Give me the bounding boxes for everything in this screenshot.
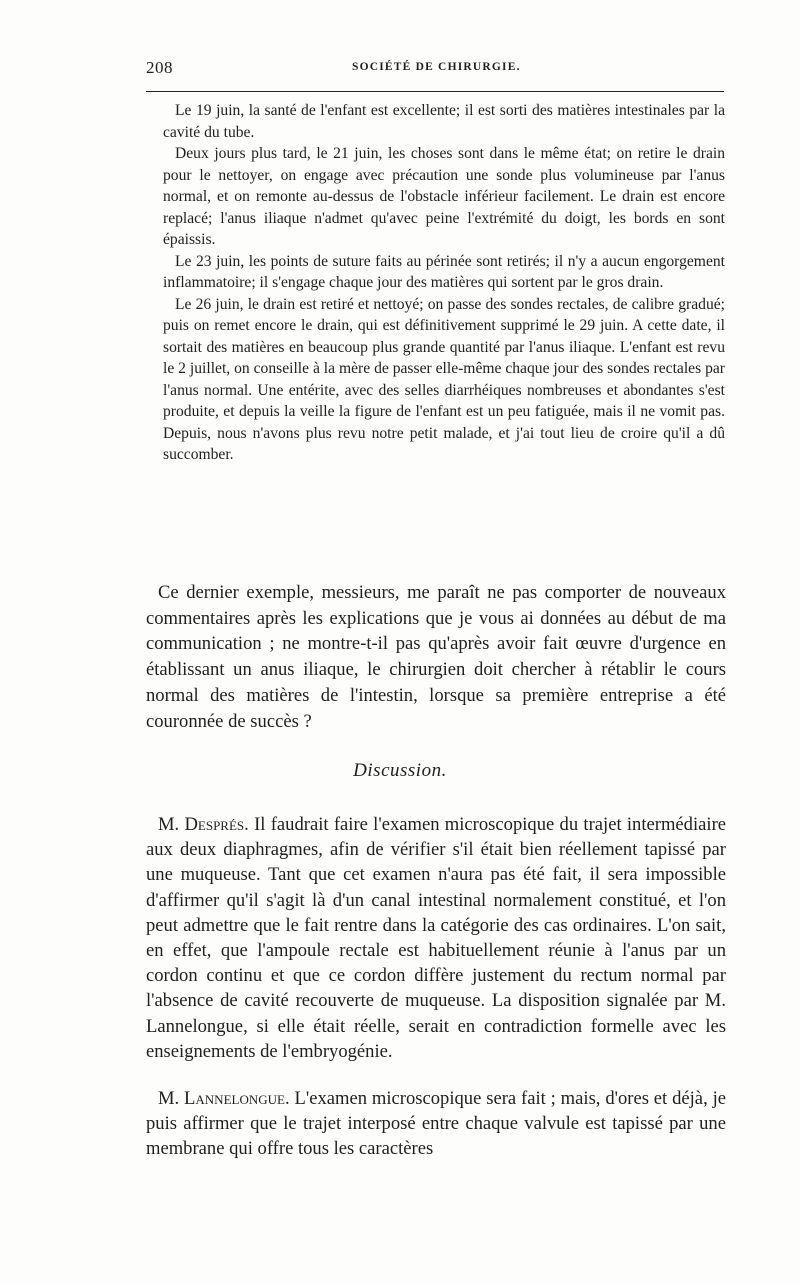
case-report-paragraph: Le 19 juin, la santé de l'enfant est excellente; il est sorti des matières intestinales par la cavité du tube. bbox=[163, 102, 725, 141]
running-head: SOCIÉTÉ DE CHIRURGIE. bbox=[352, 61, 521, 73]
remark-text: L'examen microscopique sera fait ; mais, d'ores et déjà, je puis affirmer que le trajet interposé entre chaque valvule est tapissé par une membrane qui offre tous les caractères bbox=[146, 1088, 726, 1160]
conclusion-paragraph: Ce dernier exemple, messieurs, me paraît ne pas comporter de nouveaux commentaires après les explications que je vous ai données au début de ma communication ; ne montre-t-il pas qu'après avoir fait œuvre d'urgence en établissant un anus iliaque, le chirurgien doit chercher à rétablir le cours normal des matières de l'intestin, lorsque sa première entreprise a été couronnée de succès ? bbox=[146, 582, 726, 732]
discussion-heading: Discussion. bbox=[353, 760, 447, 781]
remark-text: Il faudrait faire l'examen microscopique du trajet intermédiaire aux deux diaphragmes, afin de vérifier s'il était bien réellement tapissé par une muqueuse. Tant que cet examen n'aura pas été fait, il sera impossible d'affirmer qu'il s'agit là d'un canal intestinal normalement constitué, et l'on peut admettre que le fait rentre dans la catégorie des cas ordinaires. L'on sait, en effet, que l'ampoule rectale est habituellement réunie à l'anus par un cordon continu et que ce cordon diffère justement du rectum normal par l'absence de cavité recouverte de muqueuse. La disposition signalée par M. Lannelongue, si elle était réelle, serait en contradiction formelle avec les enseignements de l'embryogénie. bbox=[146, 814, 727, 1062]
header-rule bbox=[146, 91, 724, 92]
case-report-paragraph: Le 23 juin, les points de suture faits au périnée sont retirés; il n'y a aucun engorgement inflammatoire; il s'engage chaque jour des matières qui sortent par le gros drain. bbox=[163, 252, 725, 291]
speaker-name: M. Lannelongue. bbox=[158, 1088, 290, 1109]
despres-paragraph bbox=[146, 812, 726, 1064]
conclusion bbox=[146, 580, 726, 734]
despres-remark bbox=[146, 812, 726, 1064]
page-number: 208 bbox=[146, 58, 173, 77]
page-header bbox=[146, 58, 726, 82]
lannelongue-remark bbox=[146, 1086, 726, 1162]
speaker-name: M. Després. bbox=[158, 814, 249, 835]
lannelongue-paragraph bbox=[146, 1086, 726, 1162]
case-report bbox=[163, 100, 725, 466]
case-report-paragraph: Le 26 juin, le drain est retiré et nettoyé; on passe des sondes rectales, de calibre gradué; puis on remet encore le drain, qui est définitivement supprimé le 29 juin. A cette date, il sortait des matières en beaucoup plus grande quantité par l'anus iliaque. L'enfant est revu le 2 juillet, on conseille à la mère de passer elle-même chaque jour des sondes rectales par l'anus normal. Une entérite, avec des selles diarrhéiques nombreuses et abondantes s'est produite, et depuis la veille la figure de l'enfant est un peu fatiguée, mais il ne vomit pas. Depuis, nous n'avons plus revu notre petit malade, et j'ai tout lieu de croire qu'il a dû succomber. bbox=[163, 295, 725, 463]
case-report-paragraph: Deux jours plus tard, le 21 juin, les choses sont dans le même état; on retire le drain pour le nettoyer, on engage avec précaution une sonde plus volumineuse par l'anus normal, et on remonte au-dessus de l'obstacle inférieur facilement. Le drain est encore replacé; l'anus iliaque n'admet qu'avec peine l'extrémité du doigt, les bords en sont épaissis. bbox=[163, 145, 725, 248]
